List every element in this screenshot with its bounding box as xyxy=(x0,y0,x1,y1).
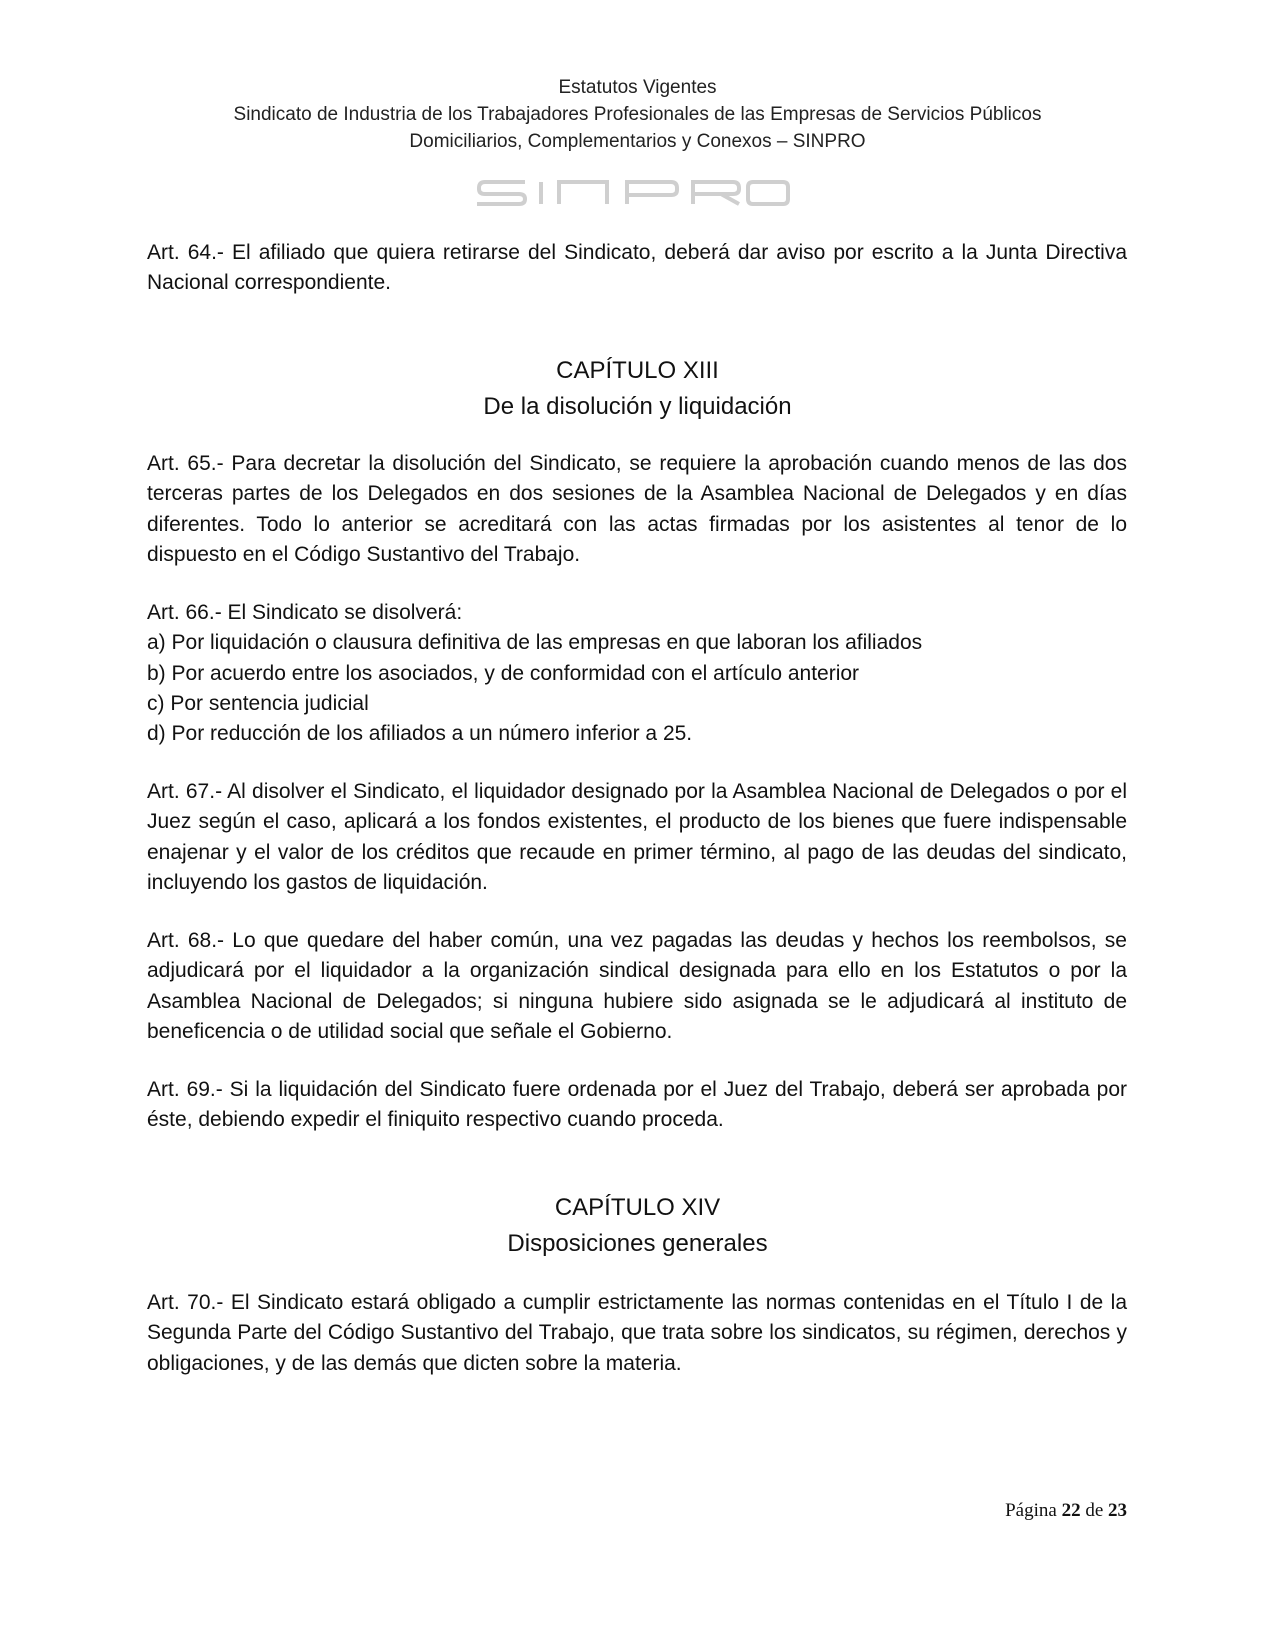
article-label: Art. 67.- xyxy=(147,780,223,803)
sinpro-logo xyxy=(475,178,790,208)
list-item: c) Por sentencia judicial xyxy=(147,691,369,715)
article-text: Al disolver el Sindicato, el liquidador designado por la Asamblea Nacional de Delegados o por el Juez según el caso, aplicará a los fondos existentes, el producto de los bienes que fuere indispensable enajenar y el valor de los créditos que recaude en primer término, al pago de las deudas del sindicato, incluyendo los gastos de liquidación. xyxy=(147,780,1127,894)
chapter-title: Disposiciones generales xyxy=(507,1230,768,1257)
article-label: Art. 64.- xyxy=(147,241,224,264)
list-item: b) Por acuerdo entre los asociados, y de conformidad con el artículo anterior xyxy=(147,661,860,685)
article-text: El afiliado que quiera retirarse del Sindicato, deberá dar aviso por escrito a la Junta Directiva Nacional correspondiente. xyxy=(147,241,1127,295)
article-label: Art. 69.- xyxy=(147,1078,223,1101)
chapter-number: CAPÍTULO XIII xyxy=(556,357,719,384)
page-sep: de xyxy=(1085,1500,1104,1521)
article-68 xyxy=(147,926,1127,1047)
header-title: Estatutos Vigentes xyxy=(558,77,717,98)
chapter-14-heading xyxy=(0,1190,1275,1262)
page-current: 22 xyxy=(1061,1500,1081,1521)
article-66 xyxy=(147,598,1127,749)
article-label: Art. 66.- xyxy=(147,601,222,624)
page-prefix: Página xyxy=(1005,1500,1057,1521)
list-item: d) Por reducción de los afiliados a un número inferior a 25. xyxy=(147,722,693,746)
article-label: Art. 70.- xyxy=(147,1291,224,1314)
article-64 xyxy=(147,238,1127,299)
article-text: El Sindicato estará obligado a cumplir estrictamente las normas contenidas en el Título I de la Segunda Parte del Código Sustantivo del Trabajo, que trata sobre los sindicatos, su régimen, derechos y obligaciones, y de las demás que dicten sobre la materia. xyxy=(147,1291,1127,1375)
article-label: Art. 65.- xyxy=(147,452,224,475)
header-union-name: Sindicato de Industria de los Trabajadores Profesionales de las Empresas de Servicios Públicos xyxy=(233,104,1042,125)
page-total: 23 xyxy=(1108,1500,1127,1521)
chapter-number: CAPÍTULO XIV xyxy=(554,1194,721,1221)
page-number xyxy=(880,1500,1127,1522)
article-text: El Sindicato se disolverá: xyxy=(221,601,463,624)
article-text: Si la liquidación del Sindicato fuere ordenada por el Juez del Trabajo, deberá ser aprobada por éste, debiendo expedir el finiquito respectivo cuando proceda. xyxy=(147,1078,1128,1132)
article-65 xyxy=(147,449,1127,570)
chapter-title: De la disolución y liquidación xyxy=(483,393,792,420)
article-text: Lo que quedare del haber común, una vez pagadas las deudas y hechos los reembolsos, se adjudicará por el liquidador a la organización sindical designada para ello en los Estatutos o por la Asamblea Nacional de Delegados; si ninguna hubiere sido asignada se le adjudicará al instituto de beneficencia o de utilidad social que señale el Gobierno. xyxy=(147,929,1127,1043)
article-label: Art. 68.- xyxy=(147,929,225,952)
page-header xyxy=(0,74,1275,155)
article-69 xyxy=(147,1075,1127,1136)
list-item: a) Por liquidación o clausura definitiva de las empresas en que laboran los afiliados xyxy=(147,631,923,655)
chapter-13-heading xyxy=(0,353,1275,425)
article-text: Para decretar la disolución del Sindicato, se requiere la aprobación cuando menos de las dos terceras partes de los Delegados en dos sesiones de la Asamblea Nacional de Delegados y en días diferentes. Todo lo anterior se acreditará con las actas firmadas por los asistentes al tenor de lo dispuesto en el Código Sustantivo del Trabajo. xyxy=(147,452,1127,566)
header-union-name-cont: Domiciliarios, Complementarios y Conexos – SINPRO xyxy=(409,131,866,152)
article-67 xyxy=(147,777,1127,898)
article-70 xyxy=(147,1288,1127,1379)
